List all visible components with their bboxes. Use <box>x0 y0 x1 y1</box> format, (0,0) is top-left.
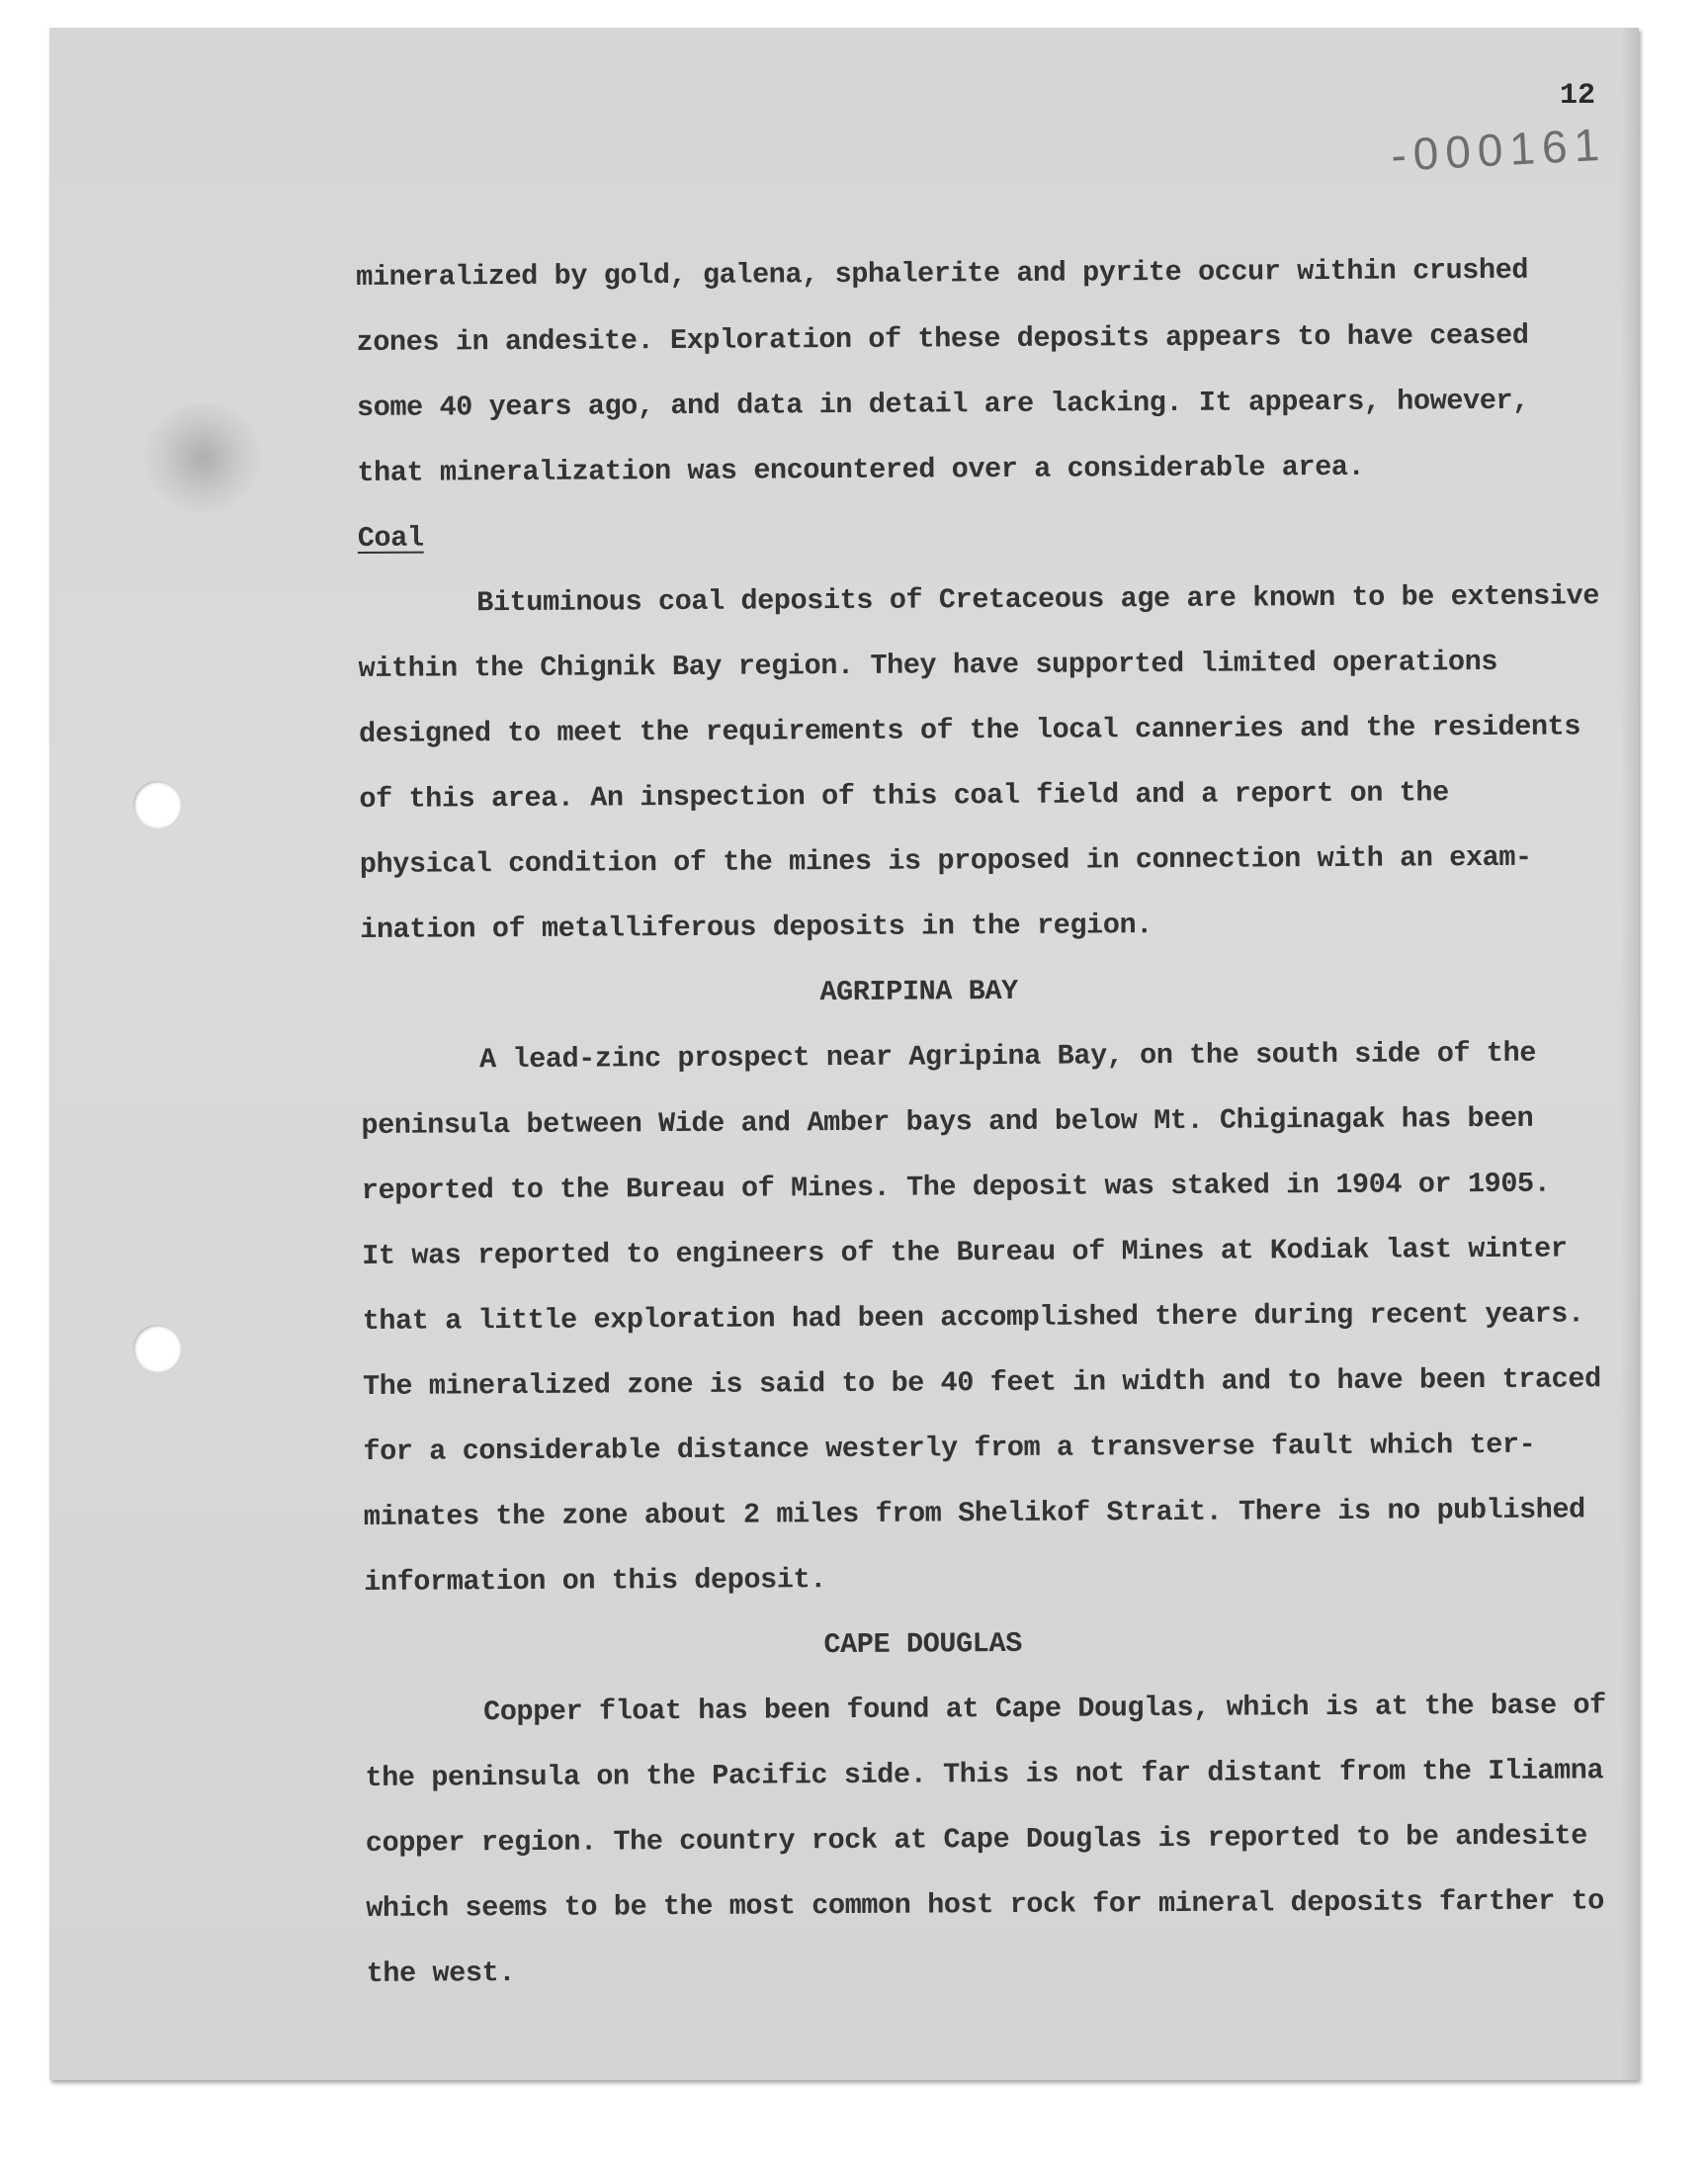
document-stamp-number: -000161 <box>1390 118 1608 181</box>
scanned-page <box>49 28 1639 2080</box>
coal-paragraph: Bituminous coal deposits of Cretaceous age are known to be extensive within the Chignik Bay region. They have supported limited operations designed to meet the requirements of the local canneries and the residents of this area. An inspection of this coal field and a report on the physical condition of the mines is proposed in connection with an exam- ination of metalliferous deposits in the region. <box>358 579 1600 946</box>
punch-hole-top <box>133 781 181 828</box>
agripina-bay-paragraph: A lead-zinc prospect near Agripina Bay, on the south side of the peninsula between Wide and Amber bays and below Mt. Chiginagak has been reported to the Bureau of Mines. The deposit was staked in 1904 or 1905. It was reported to engineers of the Bureau of Mines at Kodiak last winter that a little exploration had been accomplished there during recent years. The mineralized zone is said to be 40 feet in width and to have been traced for a considerable distance westerly from a transverse fault which ter- minates the zone about 2 miles from Shelikof Strait. There is no published information on this deposit. <box>361 1036 1601 1599</box>
intro-paragraph: mineralized by gold, galena, sphalerite and pyrite occur within crushed zones in andesite. Exploration of these deposits appears to have ceased some 40 years ago, and data in detail are lacking. It appears, however, that mineralization was encountered over a considerable area. <box>356 253 1529 489</box>
coal-heading: Coal <box>357 521 424 555</box>
agripina-bay-heading: AGRIPINA BAY <box>819 974 1018 1009</box>
page-number: 12 <box>1560 79 1596 113</box>
cape-douglas-heading: CAPE DOUGLAS <box>823 1626 1022 1662</box>
punch-hole-bottom <box>133 1325 181 1372</box>
ink-smudge <box>143 403 262 512</box>
document-body <box>356 237 1652 2007</box>
cape-douglas-paragraph: Copper float has been found at Cape Douglas, which is at the base of the peninsula on the Pacific side. This is not far distant from the Iliamna copper region. The country rock at Cape Douglas is reported to be andesite which seems to be the most common host rock for mineral deposits farther to the west. <box>365 1689 1606 1990</box>
